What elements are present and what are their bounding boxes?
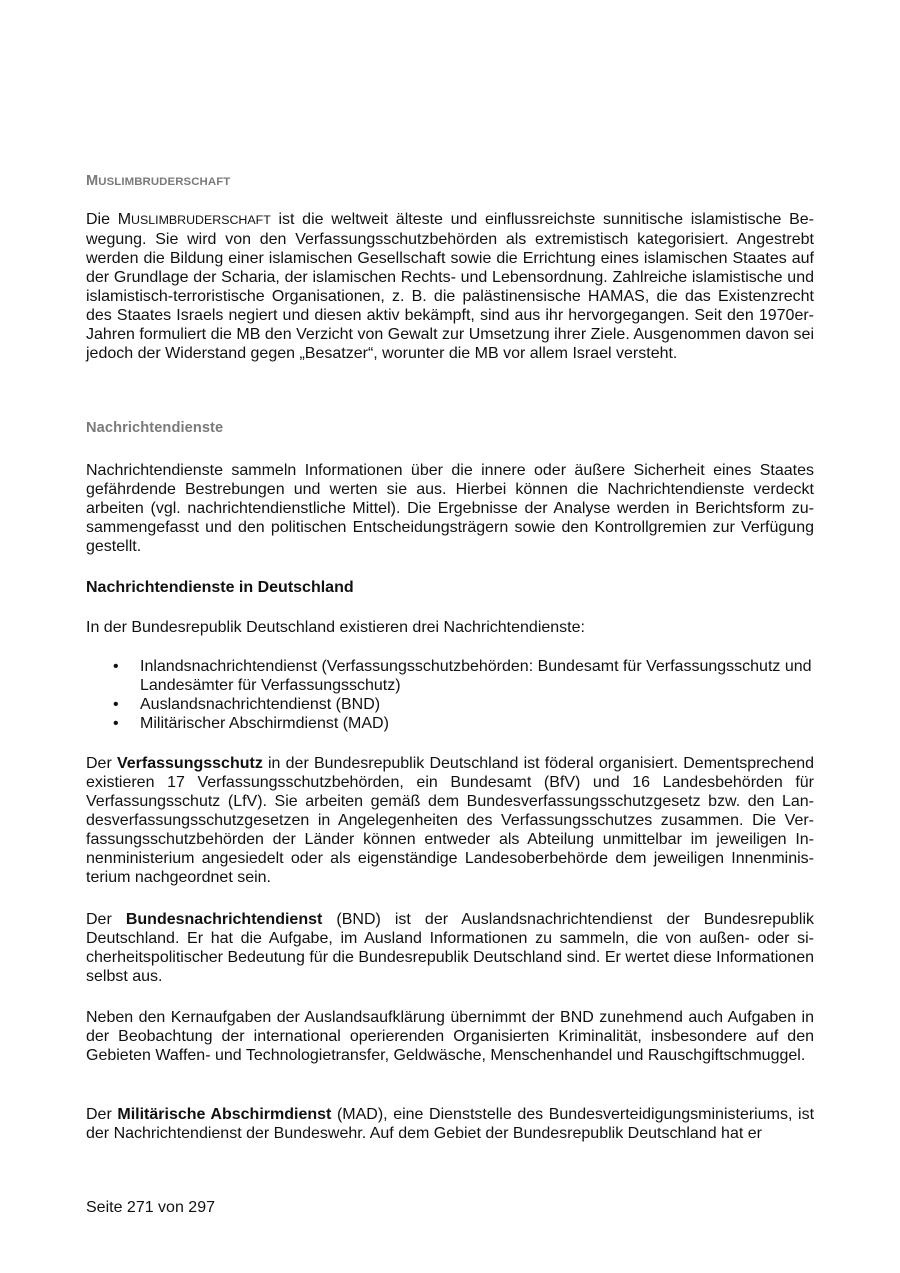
text-run: Die xyxy=(86,211,118,228)
subheading-nachrichtendienste-in-deutschland: Nachrichtendienste in Deutschland xyxy=(86,579,354,596)
paragraph-intro: Nachrichtendienste sammeln Informationen über die innere oder äußere Sicherheit eines Staates gefährdende Bestrebungen und werten sie aus. Hierbei können die Nachrichtendienste verdeckt arbeiten (vgl. nachrichtendienstliche Mittel). Die Ergebnisse der Analyse werden in Berichtsform zusammengefasst und den politischen Entscheidungsträgern sowie den Kontrollgremien zur Verfügung gestellt. xyxy=(86,462,814,555)
paragraph-muslimbruderschaft xyxy=(86,210,814,363)
text-run: Der xyxy=(86,755,117,772)
list-item xyxy=(86,714,814,733)
paragraph-mad xyxy=(86,1105,814,1143)
text-run: in der Bundesrepublik Deutschland ist föderal organisiert. Dementsprechend existieren 17 Verfassungsschutzbehörden, ein Bundesamt (BfV) und 16 Landesbehörden für Verfassungsschutz (LfV). Sie arbeiten gemäß dem Bundesverfassungsschutzgesetz bzw. den Landesverfassungsschutzgesetzen in Angelegenheiten des Verfassungsschutzes zusammen. Die Verfassungsschutzbehörden der Länder können entweder als Abteilung unmittelbar im jeweiligen Innenministerium angesiedelt oder als eigenständige Landesoberbehörde dem jeweiligen Innenministerium nachgeordnet sein. xyxy=(86,755,814,886)
list-item-text: Auslandsnachrichtendienst (BND) xyxy=(140,696,381,713)
list-item xyxy=(86,695,814,714)
bold-term: Bundesnachrichtendienst xyxy=(125,911,323,928)
term-initial: M xyxy=(117,211,132,228)
paragraph-lead: In der Bundesrepublik Deutschland existieren drei Nachrichtendienste: xyxy=(86,619,585,636)
paragraph-bnd-tasks: Neben den Kernaufgaben der Auslandsaufklärung übernimmt der BND zunehmend auch Aufgaben in der Beobachtung der international operierenden Organisierten Kriminalität, insbesondere auf den Gebieten Waffen- und Technologietransfer, Geldwäsche, Menschenhandel und Rauschgiftschmuggel. xyxy=(86,1009,814,1064)
list-item-text: Inlandsnachrichtendienst (Verfassungsschutzbehörden: Bundesamt für Verfassungsschutz und Landesämter für Verfassungsschutz) xyxy=(140,658,812,694)
paragraph-verfassungsschutz xyxy=(86,754,814,887)
bullet-list xyxy=(86,657,814,733)
section-heading-nachrichtendienste: Nachrichtendienste xyxy=(86,420,224,436)
page-number: Seite 271 von 297 xyxy=(86,1199,215,1216)
text-run: Der xyxy=(86,1106,118,1123)
document-page xyxy=(86,0,814,1273)
term-rest: USLIMBRUDERSCHAFT xyxy=(131,213,271,227)
text-run: (BND) ist der Auslandsnachrichtendienst der Bundesrepublik Deutschland. Er hat die Aufgabe, im Ausland Informationen zu sammeln, die von außen- oder sicherheitspolitischer Bedeutung für die Bundesrepublik Deutschland sind. Er wertet diese Informationen selbst aus. xyxy=(86,911,814,985)
section-heading-muslimbruderschaft xyxy=(86,173,814,189)
bold-term: Militärische Abschirmdienst xyxy=(117,1106,332,1123)
heading-rest: USLIMBRUDERSCHAFT xyxy=(98,176,231,188)
bullet-icon: • xyxy=(113,696,119,713)
heading-initial: M xyxy=(86,173,99,189)
text-run: (MAD), eine Dienststelle des Bundesverteidigungsministeriums, ist der Nachrichtendienst der Bundeswehr. Auf dem Gebiet der Bundesrepublik Deutschland hat er xyxy=(86,1106,815,1142)
bullet-icon: • xyxy=(113,715,119,732)
paragraph-bnd xyxy=(86,910,814,986)
list-item xyxy=(86,657,814,695)
list-item-text: Militärischer Abschirmdienst (MAD) xyxy=(140,715,389,732)
bullet-icon: • xyxy=(113,658,119,675)
text-run: ist die weltweit älteste und einflussreichste sunnitische islamistische Bewegung. Sie wird von den Verfassungsschutzbehörden als extremistisch kategorisiert. Angestrebt werden die Bildung einer islamischen Gesellschaft sowie die Errichtung eines islamischen Staates auf der Grundlage der Scharia, der islamischen Rechts- und Lebensordnung. Zahlreiche islamistische und islamistisch-terroristische Organisationen, z. B. die palästinensische HAMAS, die das Existenzrecht des Staates Israels negiert und diesen aktiv bekämpft, sind aus ihr hervorgegangen. Seit den 1970er-Jahren formuliert die MB den Verzicht von Gewalt zur Umsetzung ihrer Ziele. Ausgenommen davon sei jedoch der Widerstand gegen „Besatzer“, worunter die MB vor allem Israel versteht. xyxy=(86,211,814,362)
bold-term: Verfassungsschutz xyxy=(116,755,263,772)
text-run: Der xyxy=(86,911,126,928)
